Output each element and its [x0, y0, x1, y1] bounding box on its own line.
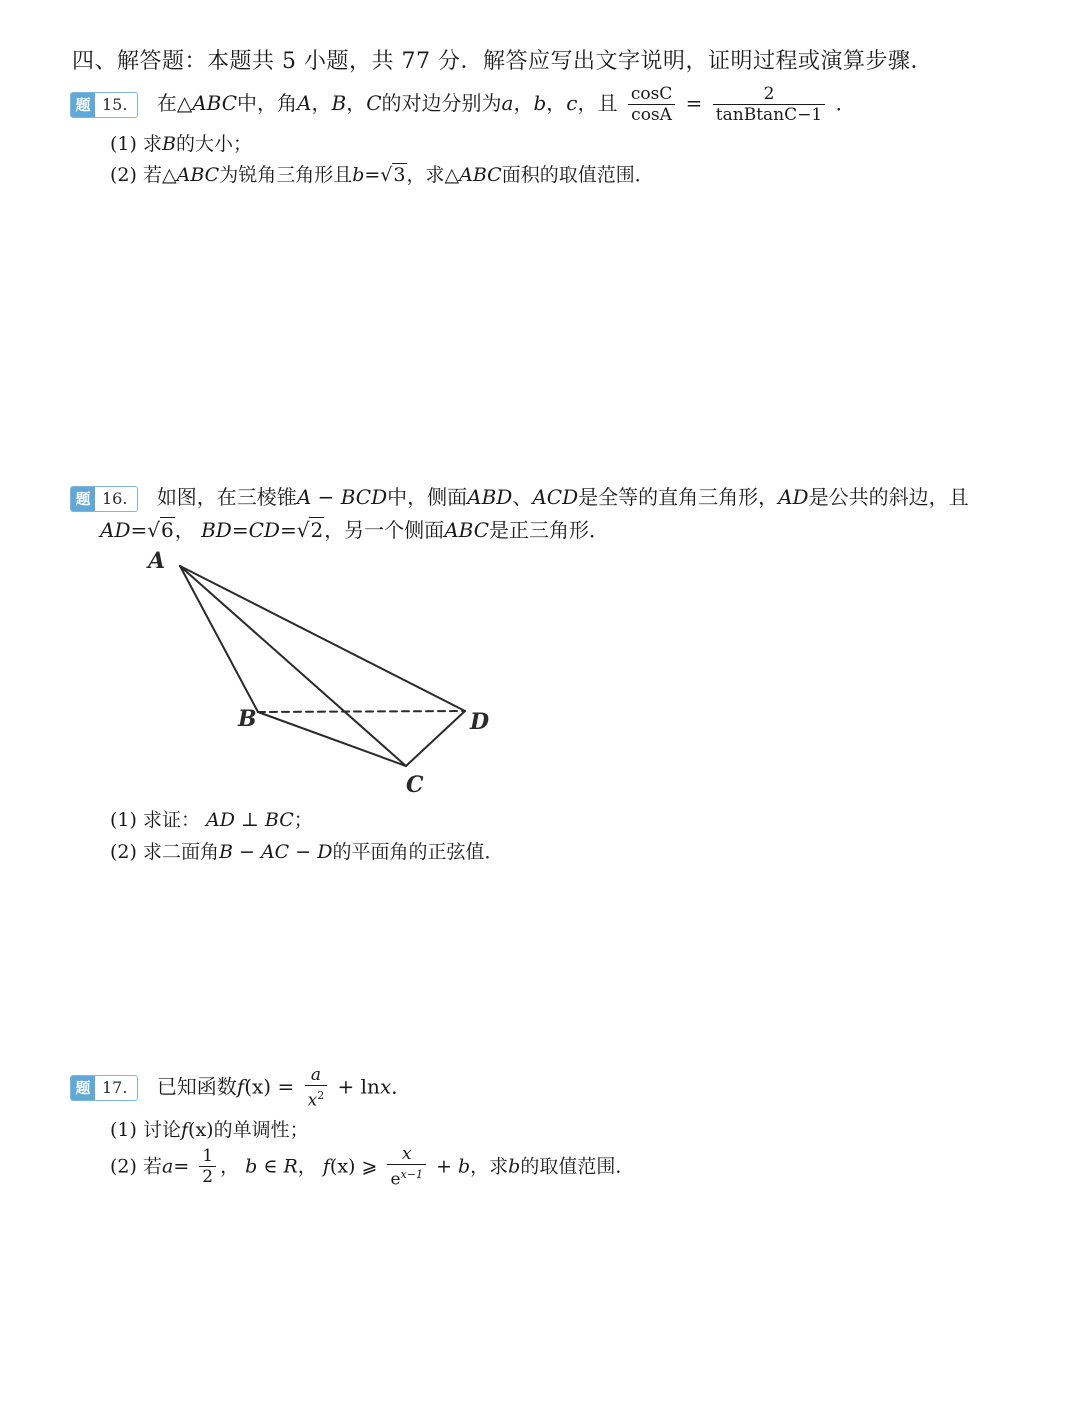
equals-sign: =: [685, 91, 703, 115]
part-text: ；: [293, 809, 313, 831]
part-text: 若: [142, 164, 162, 186]
question-tag-17: [70, 1075, 138, 1101]
fraction-half: [199, 1146, 216, 1187]
stem-text: ，: [513, 91, 534, 115]
part-text: ，: [220, 1155, 240, 1178]
math-face: ACD: [532, 485, 579, 509]
fraction-numerator: a: [310, 1065, 321, 1085]
question-tag-icon: 题: [71, 93, 95, 117]
question-15-part-2: [110, 160, 654, 187]
sqrt-symbol: √: [380, 164, 393, 186]
part-text: 讨论: [142, 1119, 181, 1141]
math-edge: AD: [778, 485, 809, 509]
sqrt-radicand: 6: [161, 518, 174, 542]
math-arg: (x): [244, 1074, 272, 1099]
equals-sign: =: [130, 518, 148, 542]
fraction-denominator: [387, 1164, 425, 1190]
section-header: 四、解答题：本题共 5 小题，共 77 分．解答应写出文字说明，证明过程或演算步骤．: [72, 49, 933, 74]
question-17-part-1: [110, 1115, 309, 1142]
vertex-label-a: A: [148, 548, 166, 574]
sqrt-symbol: √: [147, 518, 160, 542]
fraction-numerator: cosC: [630, 84, 673, 104]
math-var: a: [501, 91, 514, 115]
math-arg: (x): [329, 1155, 356, 1178]
math-expression: B − AC − D: [218, 841, 333, 863]
stem-text: 的对边分别为: [381, 91, 502, 115]
question-17-stem: [70, 1065, 411, 1111]
part-label: (1): [110, 1119, 137, 1141]
math-expression: + b: [436, 1155, 471, 1178]
stem-text: ，: [546, 91, 567, 115]
part-text: 的单调性；: [213, 1119, 309, 1141]
denominator-exponent: x−1: [400, 1168, 423, 1181]
part-text: 的取值范围．: [520, 1155, 635, 1178]
math-abc: ABC: [459, 164, 502, 186]
question-16-part-1: [110, 805, 313, 832]
stem-text: 、: [512, 485, 533, 509]
triangle-symbol: △: [176, 91, 193, 115]
stem-text: 已知函数: [156, 1074, 237, 1099]
stem-text: ，: [311, 91, 332, 115]
fraction-denominator: cosA: [628, 104, 675, 125]
part-label: (2): [110, 164, 137, 186]
math-abc: ABC: [176, 164, 220, 186]
vertex-label-d: D: [470, 709, 490, 735]
equals-sign: =: [277, 1074, 295, 1099]
math-face: ABC: [444, 518, 490, 542]
fraction-a-over-x2: [305, 1065, 328, 1111]
math-edge: CD: [248, 518, 280, 542]
stem-text: 中，角: [237, 91, 298, 115]
math-var: f: [180, 1119, 189, 1141]
vertex-label-b: B: [238, 706, 257, 732]
triangle-symbol: △: [161, 164, 177, 186]
fraction-numerator: x: [401, 1144, 412, 1164]
math-var: C: [366, 91, 382, 115]
math-var: a: [161, 1155, 174, 1178]
equals-sign: =: [231, 518, 249, 542]
math-edge: AD: [100, 518, 131, 542]
stem-text: 中，侧面: [387, 485, 468, 509]
math-var: f: [236, 1074, 245, 1099]
stem-text: ，且: [577, 91, 618, 115]
equals-sign: =: [364, 164, 381, 186]
math-pyramid: A − BCD: [296, 485, 388, 509]
part-text: 求: [142, 133, 162, 155]
stem-text: ，: [174, 518, 195, 542]
stem-end: ．: [391, 1074, 412, 1099]
fraction-tan: [713, 84, 825, 125]
edge-bd-hidden: [258, 711, 465, 712]
stem-text: 在: [156, 91, 177, 115]
math-arg: (x): [188, 1119, 214, 1141]
math-var: f: [322, 1155, 330, 1178]
stem-text: 如图，在三棱锥: [156, 485, 297, 509]
math-expression: b ∈ R: [245, 1155, 298, 1178]
edge-cd: [406, 711, 465, 766]
part-label: (1): [110, 809, 137, 831]
vertex-label-c: C: [406, 772, 424, 798]
question-tag-16: [70, 486, 138, 512]
plus-ln: + ln: [337, 1074, 380, 1099]
part-text: 若: [142, 1155, 162, 1178]
sqrt-2: [297, 518, 324, 542]
math-var: c: [566, 91, 578, 115]
part-text: 为锐角三角形且: [219, 164, 353, 186]
fraction-denominator: 2: [199, 1166, 216, 1187]
sqrt-radicand: 2: [310, 518, 324, 542]
fraction-denominator: [305, 1085, 328, 1111]
geq-sign: ⩾: [361, 1155, 378, 1178]
sqrt-6: [147, 518, 174, 542]
stem-text: ，另一个侧面: [324, 518, 445, 542]
question-17-part-2: [110, 1144, 634, 1190]
fraction-denominator: tanBtanC−1: [713, 104, 825, 125]
math-face: ABD: [467, 485, 513, 509]
part-text: ，求: [406, 164, 445, 186]
sqrt-radicand: 3: [393, 164, 406, 186]
math-var: b: [533, 91, 547, 115]
fraction-numerator: 1: [202, 1146, 214, 1167]
part-label: (2): [110, 841, 137, 863]
sqrt-symbol: √: [296, 518, 310, 542]
part-text: 求证：: [142, 809, 200, 831]
math-var: B: [161, 133, 176, 155]
edge-ad: [180, 566, 465, 711]
part-label: (1): [110, 133, 137, 155]
stem-text: ，: [346, 91, 367, 115]
pyramid-figure: [140, 546, 510, 811]
math-var: b: [508, 1155, 521, 1178]
stem-text: 是全等的直角三角形，: [578, 485, 779, 509]
part-text: 的大小；: [175, 133, 252, 155]
equals-sign: =: [279, 518, 297, 542]
stem-text: 是正三角形．: [489, 518, 610, 542]
question-tag-15: [70, 92, 138, 118]
math-var: b: [352, 164, 365, 186]
part-text: 面积的取值范围．: [501, 164, 654, 186]
question-15-stem: [70, 84, 856, 125]
math-abc: ABC: [192, 91, 238, 115]
question-number: 15.: [95, 93, 137, 117]
fraction-x-over-e: [387, 1144, 425, 1190]
question-tag-icon: 题: [71, 1076, 95, 1100]
question-tag-icon: 题: [71, 487, 95, 511]
edge-ac: [180, 566, 406, 766]
sqrt-3: [380, 164, 406, 186]
denominator-base: e: [390, 1169, 401, 1190]
part-text: 求二面角: [142, 841, 219, 863]
math-var: A: [297, 91, 312, 115]
math-var: B: [331, 91, 347, 115]
question-16-line-2: [100, 514, 609, 543]
stem-text: 是公共的斜边，且: [808, 485, 969, 509]
question-number: 16.: [95, 487, 137, 511]
equals-sign: =: [173, 1155, 190, 1178]
denominator-base: x: [307, 1090, 318, 1111]
math-expression: AD ⊥ BC: [206, 809, 294, 831]
question-15-part-1: [110, 129, 252, 156]
fraction-cos: [628, 84, 676, 125]
question-16-part-2: [110, 837, 503, 864]
part-text: ，求: [470, 1155, 509, 1178]
edge-bc: [258, 712, 406, 766]
triangle-symbol: △: [444, 164, 460, 186]
math-edge: BD: [201, 518, 232, 542]
question-16-line-1: [70, 481, 969, 512]
question-number: 17.: [95, 1076, 137, 1100]
math-var: x: [379, 1074, 392, 1099]
part-text: ，: [297, 1155, 317, 1178]
part-label: (2): [110, 1155, 137, 1178]
denominator-exponent: 2: [317, 1089, 325, 1102]
part-text: 的平面角的正弦值．: [332, 841, 504, 863]
edge-ab: [180, 566, 258, 712]
stem-end: ．: [835, 91, 856, 115]
fraction-numerator: 2: [763, 84, 775, 104]
